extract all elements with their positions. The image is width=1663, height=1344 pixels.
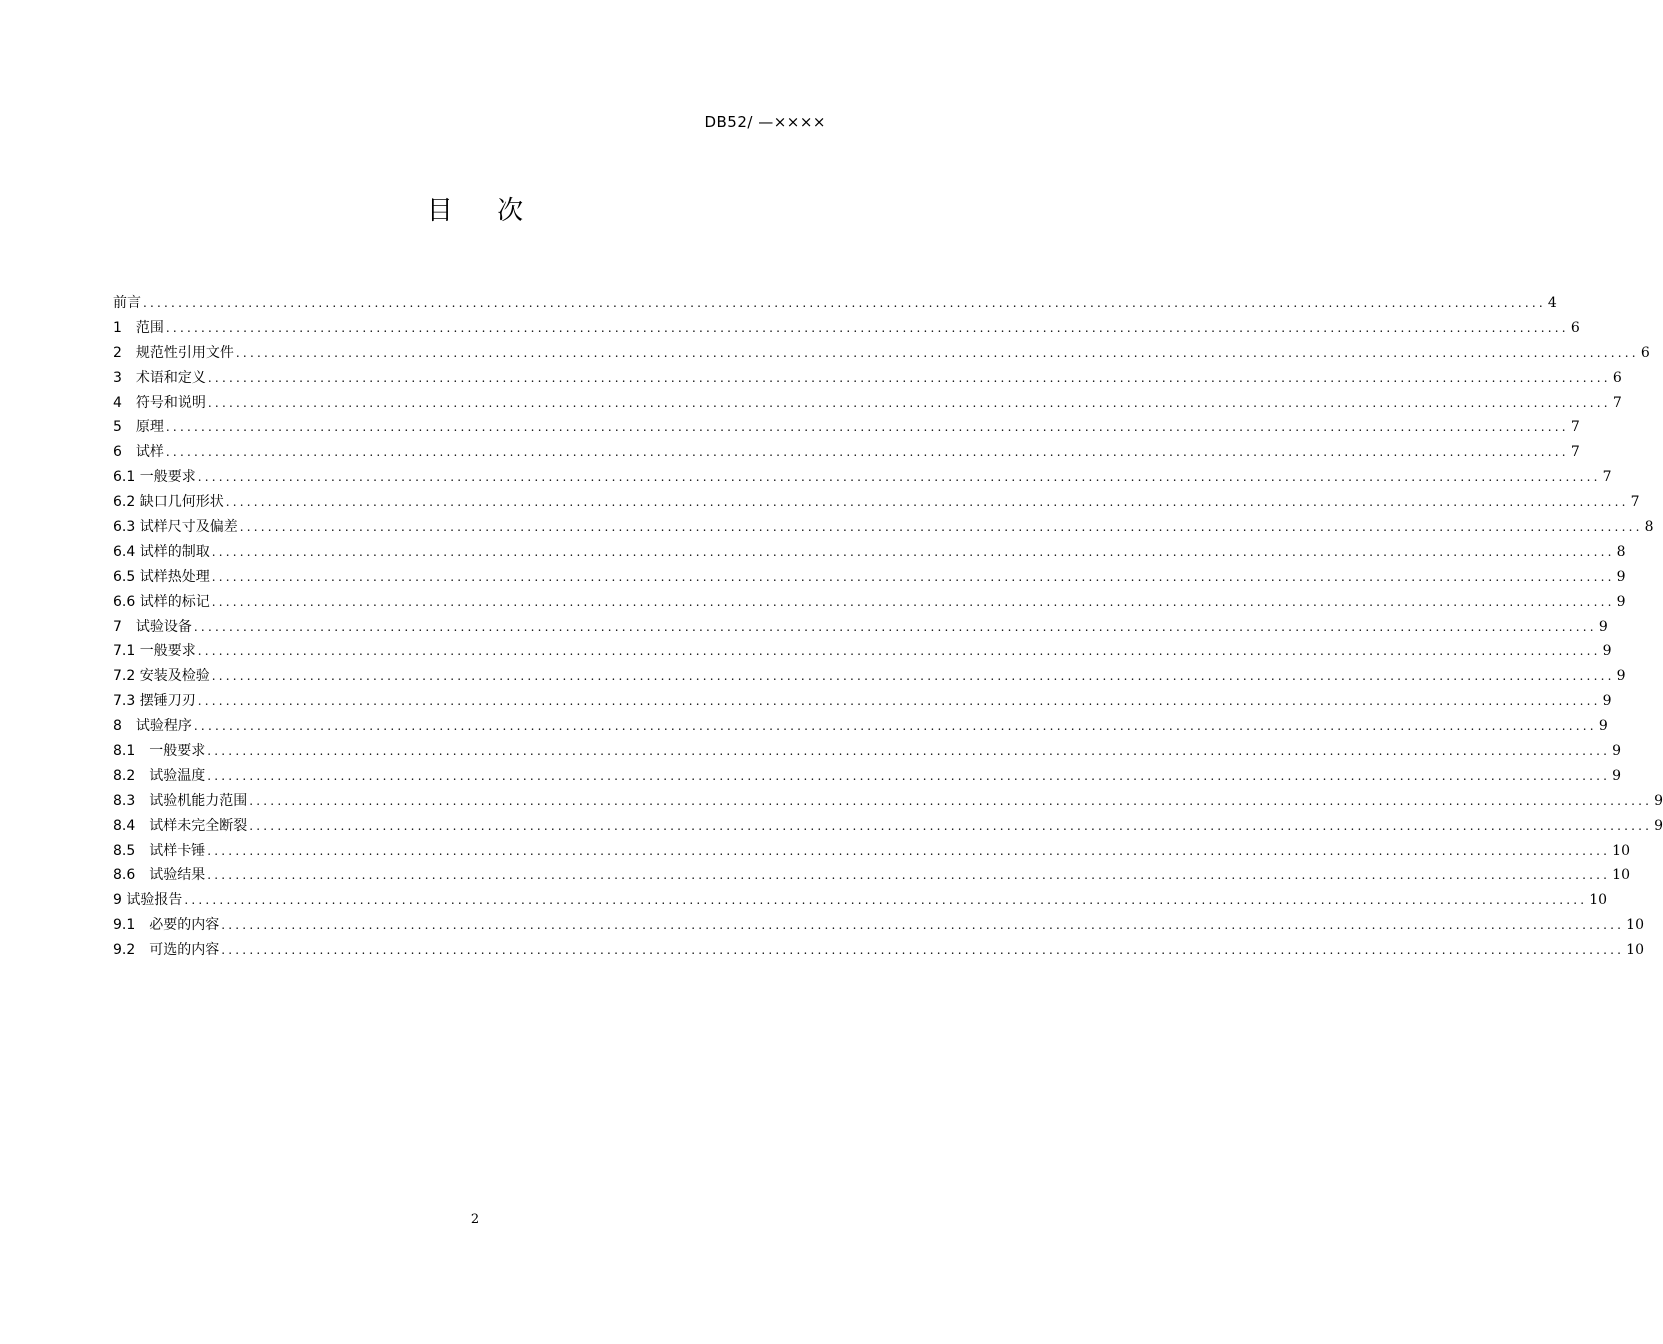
toc-entry-page: 10	[1612, 867, 1630, 884]
toc-entry-label: 8.2 试验温度	[113, 767, 206, 784]
page-number: 2	[470, 1212, 480, 1227]
toc-entry-page: 9	[1616, 568, 1626, 585]
toc-entry[interactable]	[113, 888, 1608, 913]
toc-dot-leader: ........................................................................................................................................................................................................	[193, 719, 1597, 734]
toc-entry-label: 4 符号和说明	[113, 394, 206, 411]
toc-entry-label: 9 试验报告	[113, 892, 183, 909]
toc-entry-label: 6.6 试样的标记	[113, 593, 210, 610]
toc-entry[interactable]	[113, 739, 1622, 764]
toc-entry-page: 9	[1602, 693, 1612, 710]
toc-entry[interactable]	[113, 490, 1640, 515]
toc-dot-leader: ........................................................................................................................................................................................................	[207, 370, 1611, 385]
toc-entry-page: 10	[1589, 892, 1608, 909]
toc-entry[interactable]	[113, 590, 1626, 615]
toc-entry-label: 6.5 试样热处理	[113, 568, 210, 585]
toc-entry-label: 6 试样	[113, 444, 164, 461]
toc-dot-leader: ........................................................................................................................................................................................................	[235, 345, 1639, 360]
toc-entry-page: 9	[1602, 643, 1612, 660]
toc-dot-leader: ........................................................................................................................................................................................................	[207, 768, 1611, 783]
toc-entry[interactable]	[113, 341, 1650, 366]
toc-dot-leader: ........................................................................................................................................................................................................	[207, 843, 1611, 858]
toc-entry-page: 10	[1612, 842, 1630, 859]
toc-entry-page: 9	[1654, 817, 1663, 834]
toc-entry-label: 7.3 摆锤刀刃	[113, 693, 196, 710]
toc-entry-label: 6.1 一般要求	[113, 469, 196, 486]
toc-entry[interactable]	[113, 839, 1630, 864]
toc-entry-label: 前言	[113, 295, 141, 311]
toc-entry[interactable]	[113, 814, 1663, 839]
toc-entry-label: 7.1 一般要求	[113, 643, 196, 660]
toc-entry[interactable]	[113, 714, 1608, 739]
toc-entry-page: 7	[1570, 419, 1580, 436]
toc-entry[interactable]	[113, 689, 1612, 714]
toc-entry-page: 8	[1616, 543, 1626, 560]
toc-entry[interactable]	[113, 639, 1612, 664]
toc-entry-page: 7	[1570, 444, 1580, 461]
toc-dot-leader: ........................................................................................................................................................................................................	[211, 569, 1615, 584]
page-title: 目 次	[426, 196, 542, 226]
toc-entry-page: 9	[1612, 767, 1622, 784]
toc-entry[interactable]	[113, 415, 1580, 440]
toc-entry-page: 6	[1570, 319, 1580, 336]
toc-entry-label: 8.4 试样未完全断裂	[113, 817, 248, 834]
toc-dot-leader: ........................................................................................................................................................................................................	[197, 694, 1601, 709]
toc-entry-label: 9.1 必要的内容	[113, 917, 220, 934]
toc-dot-leader: ........................................................................................................................................................................................................	[165, 445, 1569, 460]
toc-entry-page: 7	[1612, 394, 1622, 411]
toc-entry-label: 8 试验程序	[113, 718, 192, 735]
toc-dot-leader: ........................................................................................................................................................................................................	[239, 520, 1643, 535]
toc-entry-label: 7.2 安装及检验	[113, 668, 210, 685]
toc-entry[interactable]	[113, 863, 1630, 888]
toc-dot-leader: ........................................................................................................................................................................................................	[207, 744, 1611, 759]
toc-dot-leader: ........................................................................................................................................................................................................	[197, 644, 1601, 659]
toc-entry[interactable]	[113, 664, 1626, 689]
toc-entry-label: 6.4 试样的制取	[113, 543, 210, 560]
toc-entry[interactable]	[113, 366, 1622, 391]
toc-entry-label: 1 范围	[113, 319, 164, 336]
toc-dot-leader: ........................................................................................................................................................................................................	[184, 893, 1588, 908]
toc-dot-leader: ........................................................................................................................................................................................................	[211, 594, 1615, 609]
toc-entry[interactable]	[113, 391, 1622, 416]
toc-dot-leader: ........................................................................................................................................................................................................	[249, 793, 1653, 808]
toc-entry-page: 9	[1598, 718, 1608, 735]
toc-entry-page: 8	[1644, 519, 1654, 536]
toc-dot-leader: ........................................................................................................................................................................................................	[197, 470, 1601, 485]
toc-entry-page: 6	[1640, 344, 1650, 361]
toc-dot-leader: ........................................................................................................................................................................................................	[225, 495, 1629, 510]
toc-entry-page: 9	[1654, 792, 1663, 809]
toc-entry-page: 7	[1602, 469, 1612, 486]
table-of-contents	[113, 291, 1663, 963]
toc-dot-leader: ........................................................................................................................................................................................................	[207, 395, 1611, 410]
toc-entry[interactable]	[113, 291, 1557, 316]
toc-entry-label: 8.3 试验机能力范围	[113, 792, 248, 809]
toc-entry[interactable]	[113, 565, 1626, 590]
toc-entry[interactable]	[113, 764, 1622, 789]
toc-entry-label: 5 原理	[113, 419, 164, 436]
toc-entry[interactable]	[113, 540, 1626, 565]
toc-dot-leader: ........................................................................................................................................................................................................	[193, 619, 1597, 634]
toc-entry-label: 8.5 试样卡锤	[113, 842, 206, 859]
toc-entry-label: 6.2 缺口几何形状	[113, 494, 224, 511]
toc-dot-leader: ........................................................................................................................................................................................................	[221, 918, 1625, 933]
toc-entry-page: 6	[1612, 369, 1622, 386]
toc-dot-leader: ........................................................................................................................................................................................................	[211, 544, 1615, 559]
toc-entry-label: 8.6 试验结果	[113, 867, 206, 884]
toc-entry-page: 4	[1547, 295, 1557, 311]
toc-entry[interactable]	[113, 913, 1644, 938]
toc-dot-leader: ........................................................................................................................................................................................................	[211, 669, 1615, 684]
toc-entry-page: 9	[1612, 743, 1622, 760]
toc-dot-leader: ........................................................................................................................................................................................................	[207, 868, 1611, 883]
toc-dot-leader: ........................................................................................................................................................................................................	[249, 818, 1653, 833]
toc-dot-leader: ........................................................................................................................................................................................................	[143, 296, 1546, 310]
toc-entry-page: 10	[1626, 917, 1644, 934]
toc-entry[interactable]	[113, 615, 1608, 640]
toc-entry[interactable]	[113, 316, 1580, 341]
toc-dot-leader: ........................................................................................................................................................................................................	[221, 943, 1625, 958]
toc-entry-label: 6.3 试样尺寸及偏差	[113, 519, 238, 536]
toc-entry[interactable]	[113, 440, 1580, 465]
toc-entry-label: 9.2 可选的内容	[113, 942, 220, 959]
toc-entry-label: 2 规范性引用文件	[113, 344, 234, 361]
toc-entry-page: 9	[1616, 593, 1626, 610]
toc-entry-page: 7	[1630, 494, 1640, 511]
toc-entry-label: 7 试验设备	[113, 618, 192, 635]
toc-entry-label: 3 术语和定义	[113, 369, 206, 386]
toc-entry[interactable]	[113, 465, 1612, 490]
toc-entry[interactable]	[113, 789, 1663, 814]
toc-entry[interactable]	[113, 938, 1644, 963]
toc-entry-page: 9	[1616, 668, 1626, 685]
toc-dot-leader: ........................................................................................................................................................................................................	[165, 320, 1569, 335]
toc-dot-leader: ........................................................................................................................................................................................................	[165, 420, 1569, 435]
toc-entry-label: 8.1 一般要求	[113, 743, 206, 760]
toc-entry-page: 9	[1598, 618, 1608, 635]
toc-entry[interactable]	[113, 515, 1654, 540]
document-code: DB52/ —××××	[704, 113, 826, 131]
toc-entry-page: 10	[1626, 942, 1644, 959]
